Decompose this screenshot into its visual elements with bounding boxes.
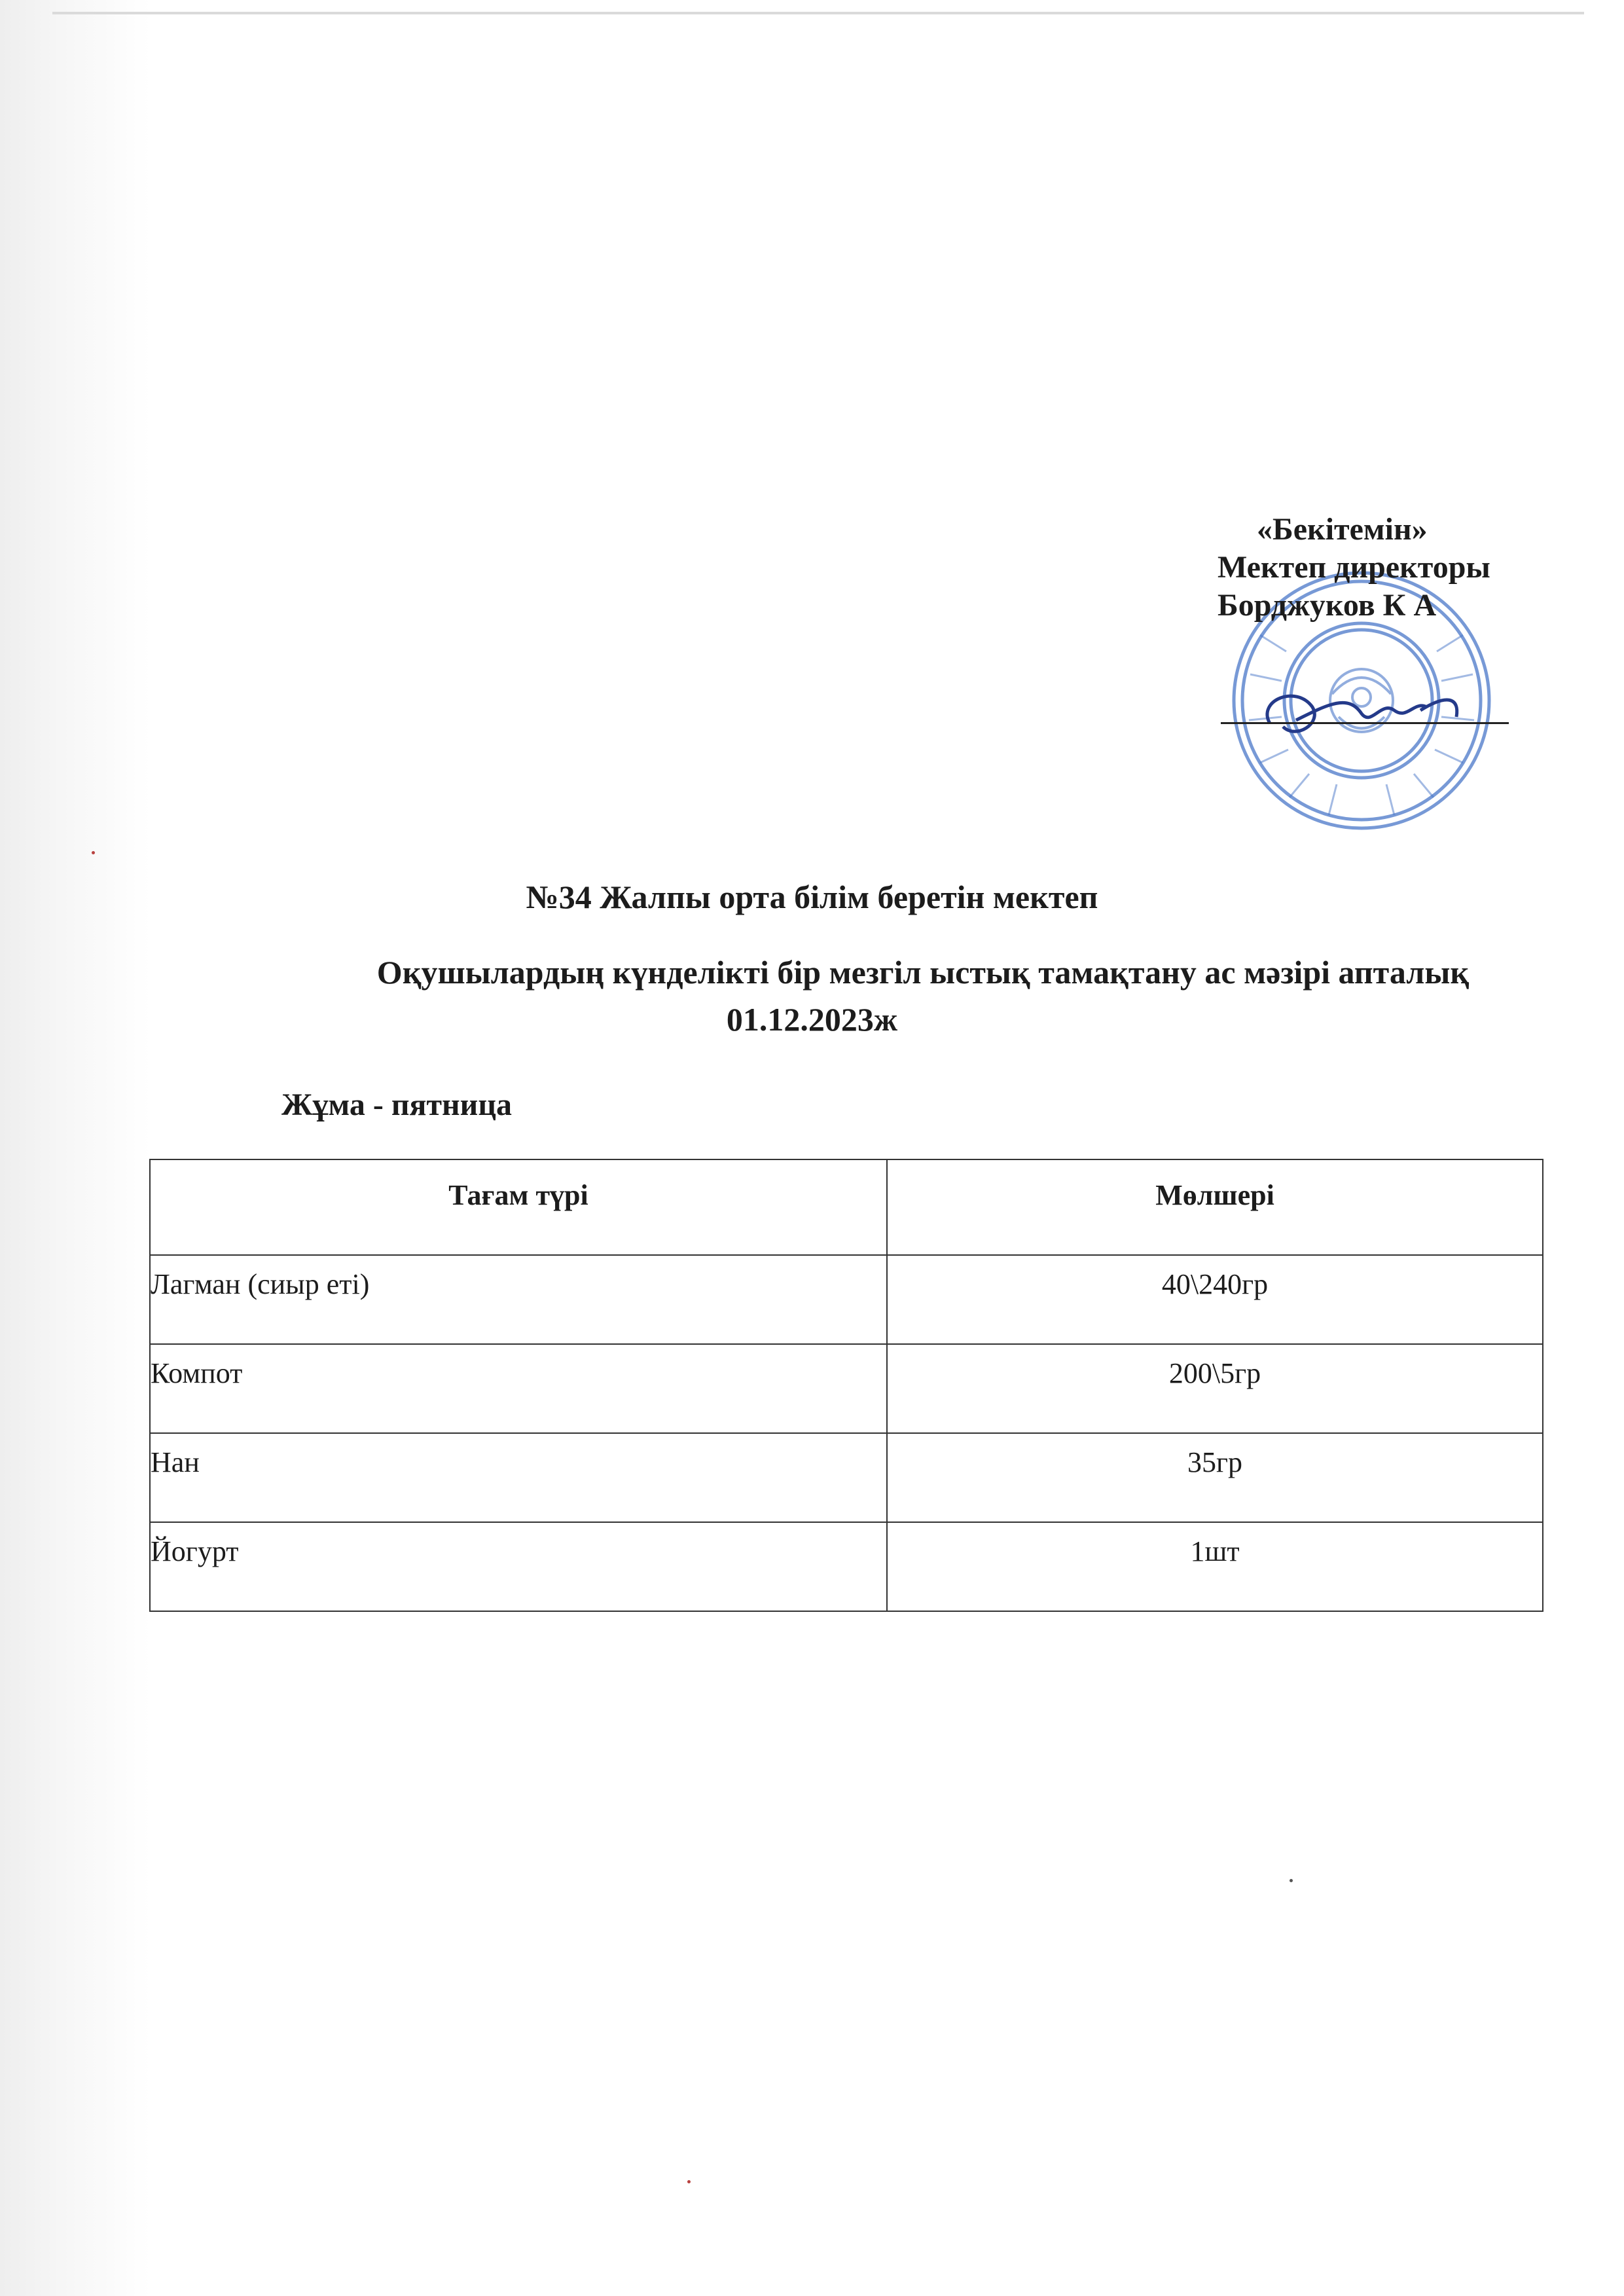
dish-cell: Компот [150,1344,887,1433]
approval-title: «Бекітемін» [1257,512,1428,547]
dish-cell: Нан [150,1433,887,1522]
table-row [150,1344,1543,1433]
table-row [150,1433,1543,1522]
column-header-dish: Тағам түрі [150,1159,887,1255]
scan-speck [92,851,95,854]
day-label: Жұма - пятница [281,1087,512,1122]
amount-cell: 40\240гр [887,1255,1543,1344]
table-row [150,1255,1543,1344]
scan-edge-line [52,12,1584,14]
dish-cell: Лагман (сиыр еті) [150,1255,887,1344]
dish-cell: Йогурт [150,1522,887,1611]
scan-shadow [0,0,151,2296]
approval-name: Борджуков К А [1218,588,1437,623]
table-row [150,1522,1543,1611]
menu-subtitle: Оқушылардың күнделікті бір мезгіл ыстық тамақтану ас мәзірі апталық [376,954,1470,991]
table-header-row [150,1159,1543,1255]
amount-cell: 1шт [887,1522,1543,1611]
signature-line [1221,722,1509,724]
approval-block [1218,511,1584,625]
approval-position: Мектеп директоры [1218,550,1490,585]
school-title: №34 Жалпы орта білім беретін мектеп [526,879,1098,915]
scan-speck [687,2180,691,2183]
menu-table [149,1159,1543,1612]
menu-date: 01.12.2023ж [726,1001,898,1038]
amount-cell: 200\5гр [887,1344,1543,1433]
scan-speck [1290,1879,1293,1882]
column-header-amount: Мөлшері [887,1159,1543,1255]
amount-cell: 35гр [887,1433,1543,1522]
